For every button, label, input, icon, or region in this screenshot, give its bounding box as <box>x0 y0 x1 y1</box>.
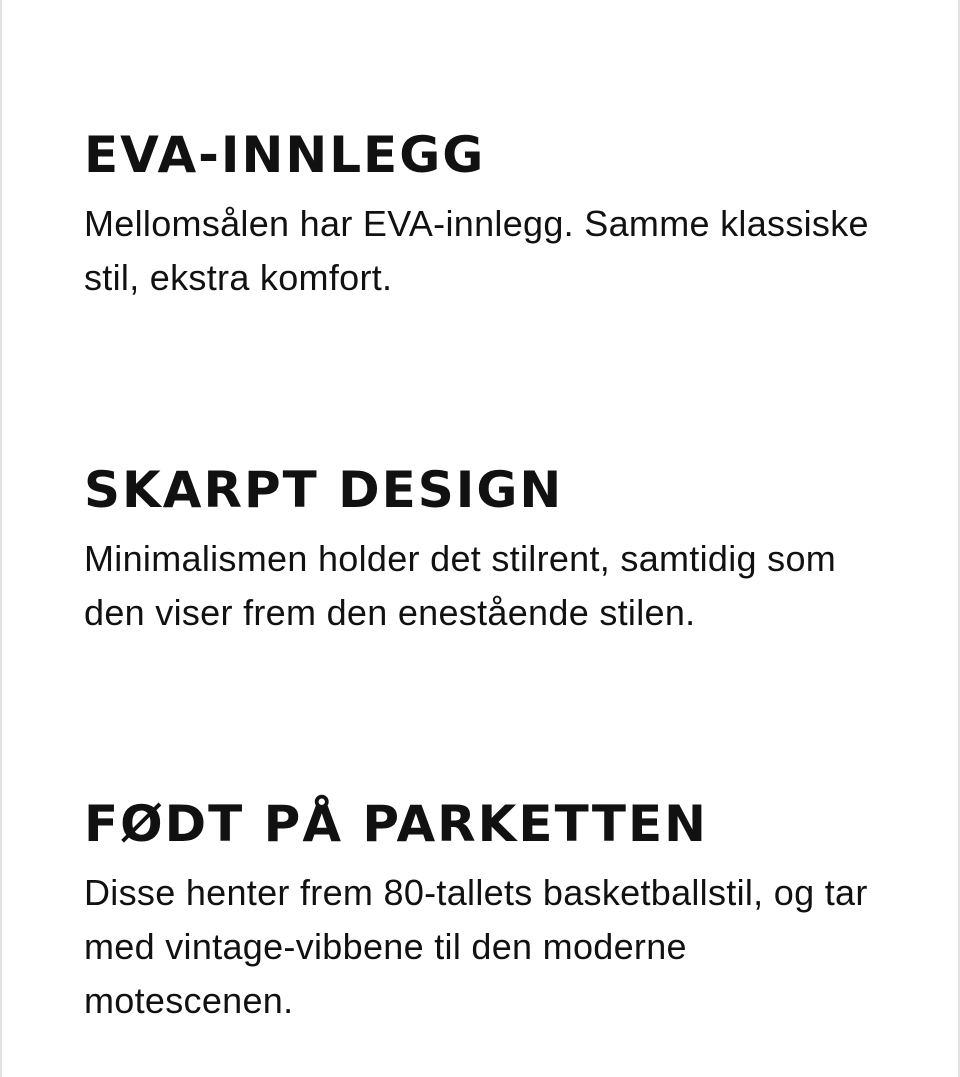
feature-description: Minimalismen holder det stilrent, samtidig som den viser frem den enestående stilen. <box>84 538 837 633</box>
feature-born-on-court <box>84 794 904 1028</box>
feature-title: EVA-INNLEGG <box>84 126 486 184</box>
feature-eva-insole <box>84 125 904 305</box>
feature-description: Mellomsålen har EVA-innlegg. Samme klassiske stil, ekstra komfort. <box>84 203 869 298</box>
feature-sharp-design <box>84 460 904 640</box>
feature-title: SKARPT DESIGN <box>84 461 564 519</box>
feature-title: FØDT PÅ PARKETTEN <box>84 795 708 853</box>
feature-description: Disse henter frem 80-tallets basketballstil, og tar med vintage-vibbene til den moderne motescenen. <box>84 872 868 1021</box>
